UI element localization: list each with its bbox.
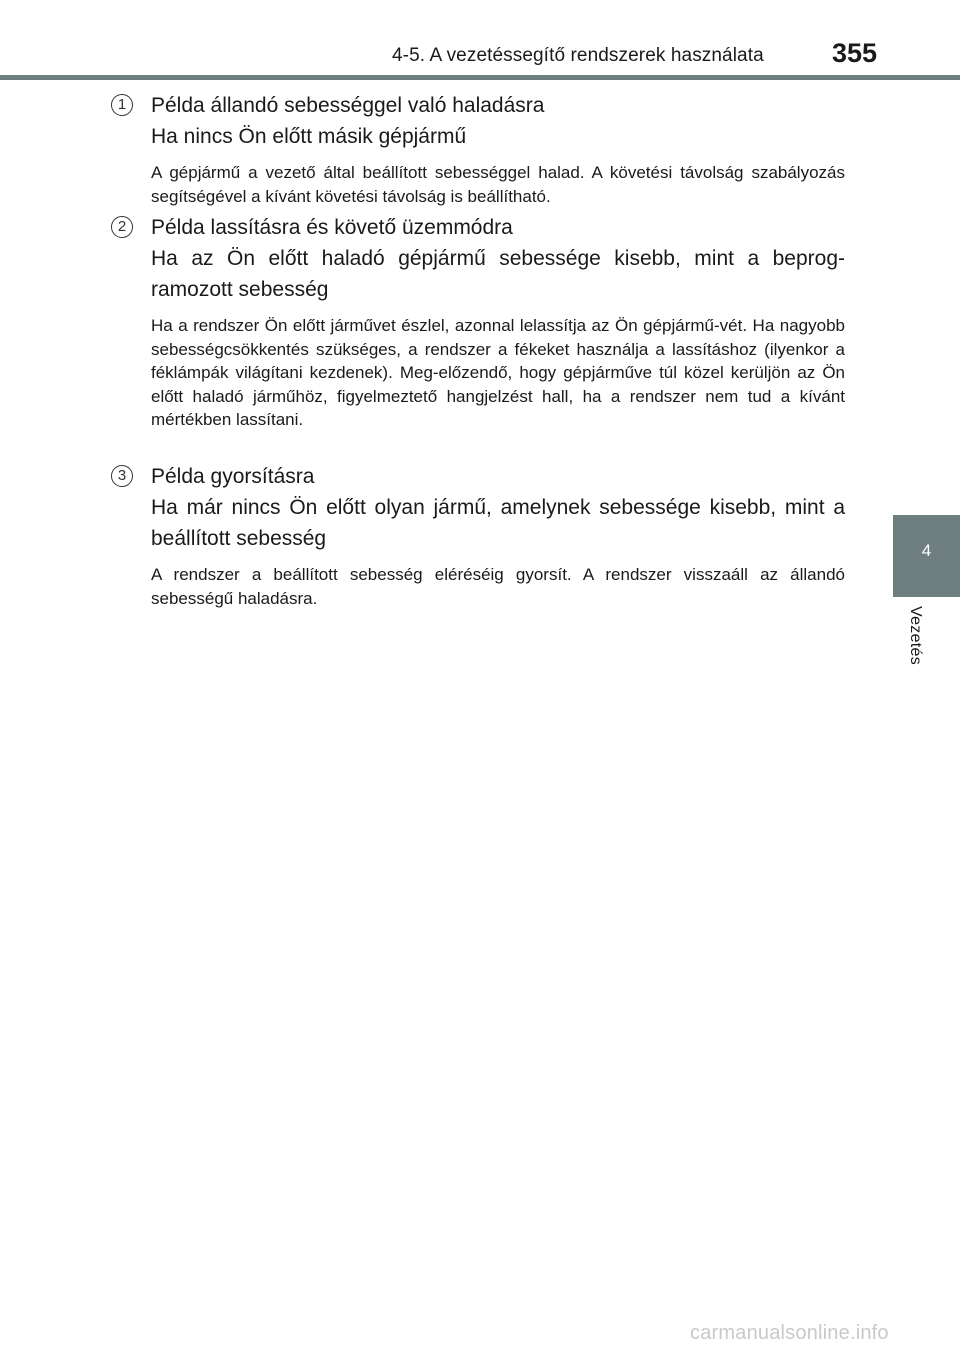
item-title: Példa gyorsításra xyxy=(151,465,315,488)
chapter-number: 4 xyxy=(921,541,932,560)
chapter-tab xyxy=(893,515,960,597)
page-number: 355 xyxy=(832,38,878,68)
item-body: A rendszer a beállított sebesség eléréséig gyorsít. A rendszer visszaáll az állandó sebességű haladásra. xyxy=(151,565,845,608)
item-number-badge: 2 xyxy=(111,216,133,238)
chapter-label: Vezetés xyxy=(907,606,924,666)
item-body: Ha a rendszer Ön előtt járművet észlel, azonnal lelassítja az Ön gépjármű-vét. Ha nagyobb sebességcsökkentés szükséges, a rendszer a fékeket használja a lassításhoz (ilyenkor a féklámpák világítani kezdenek). Meg-előzendő, hogy gépjárműve túl közel kerüljön az Ön előtt haladó járműhöz, figyelmeztető hangjelzést hall, ha a rendszer nem tud a kívánt mértékben lassítani. xyxy=(151,316,845,429)
watermark: carmanualsonline.info xyxy=(690,1322,889,1344)
header-divider xyxy=(0,75,960,80)
example-item-2 xyxy=(117,212,845,432)
item-title: Példa lassításra és követő üzemmódra xyxy=(151,216,513,239)
example-item-1 xyxy=(117,90,845,208)
item-number-badge: 3 xyxy=(111,465,133,487)
item-subtitle: Ha nincs Ön előtt másik gépjármű xyxy=(151,125,467,148)
item-body: A gépjármű a vezető által beállított sebességgel halad. A követési távolság szabályozás segítségével a kívánt követési távolság is beállítható. xyxy=(151,163,845,206)
section-title: 4-5. A vezetéssegítő rendszerek használata xyxy=(392,45,764,66)
item-title: Példa állandó sebességgel való haladásra xyxy=(151,94,545,117)
item-subtitle: Ha már nincs Ön előtt olyan jármű, amelynek sebessége kisebb, mint a beállított sebesség xyxy=(151,496,845,550)
item-subtitle: Ha az Ön előtt haladó gépjármű sebessége kisebb, mint a beprog-ramozott sebesség xyxy=(151,247,845,301)
item-number-badge: 1 xyxy=(111,94,133,116)
example-item-3 xyxy=(117,461,845,610)
